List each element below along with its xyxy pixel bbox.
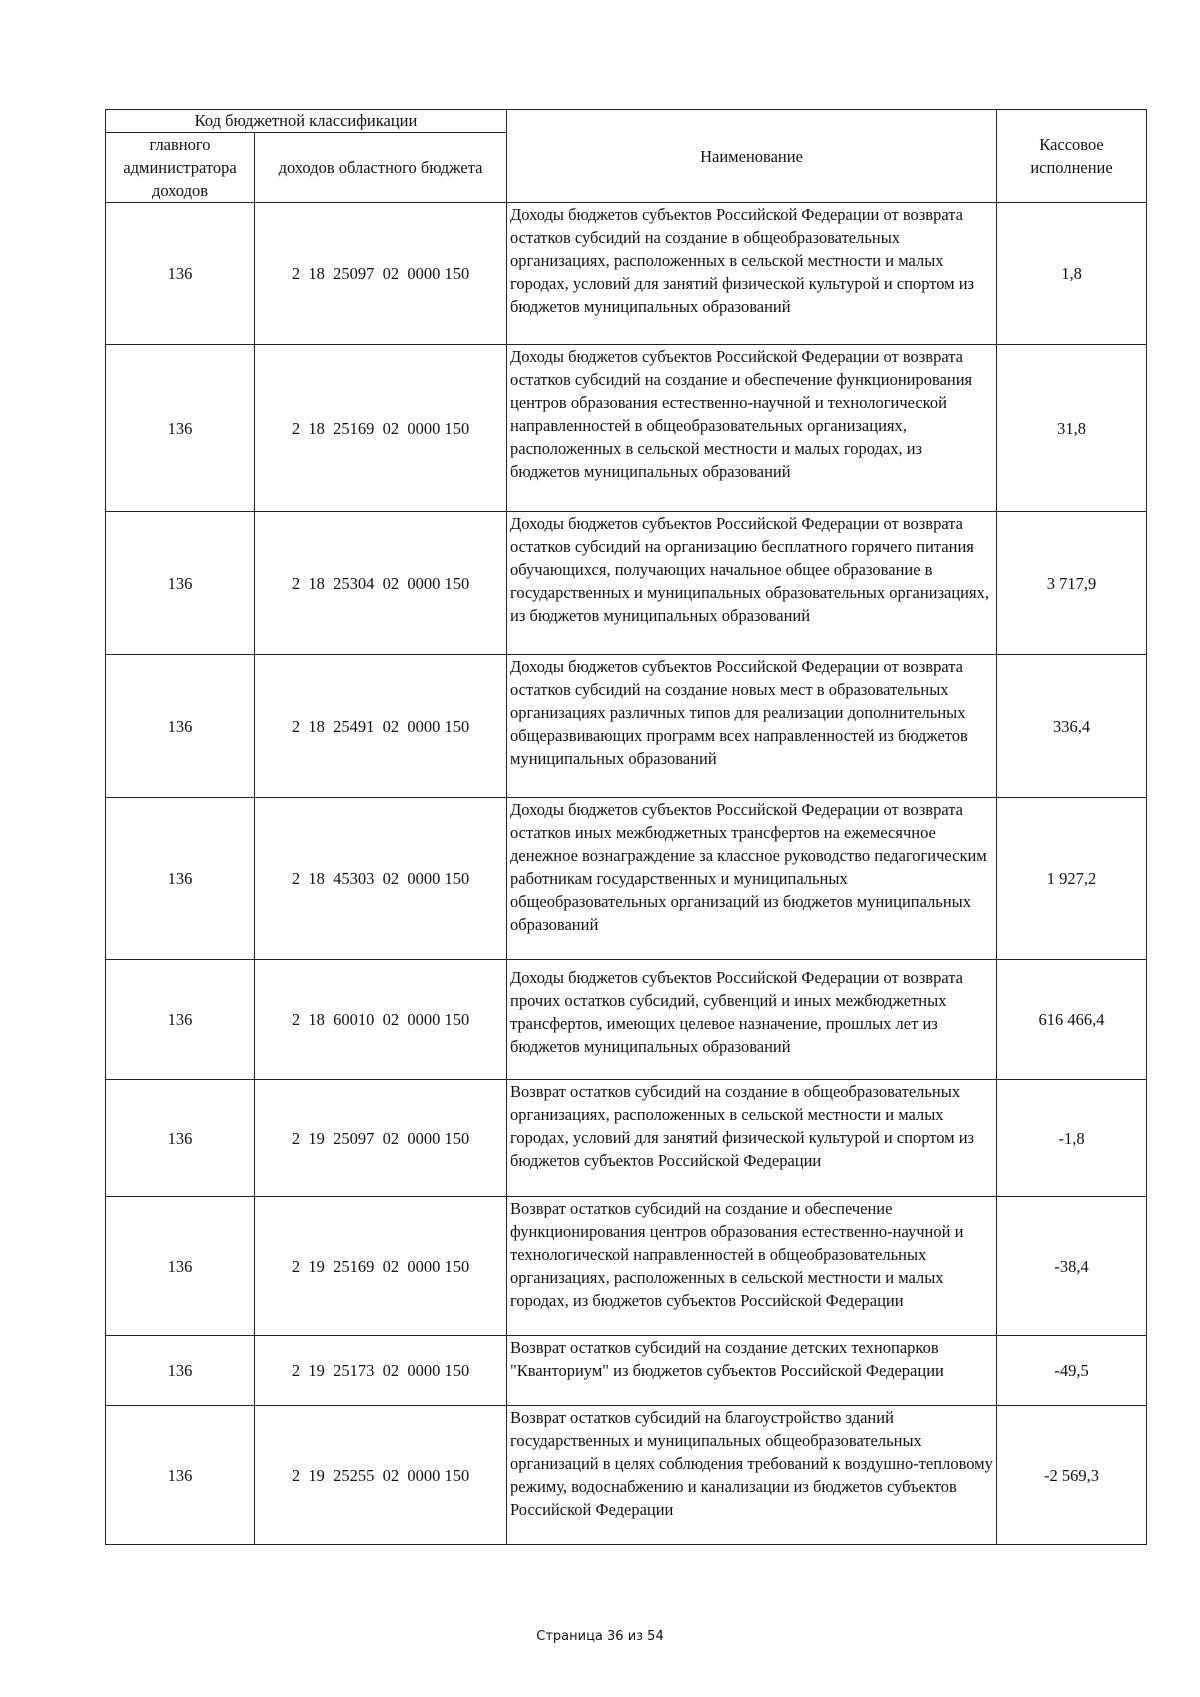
table-row	[106, 960, 1147, 1080]
page-number: Страница 36 из 54	[536, 1629, 664, 1644]
amount-cell: 3 717,9	[997, 512, 1147, 655]
name-cell: Возврат остатков субсидий на создание детских технопарков "Кванториум" из бюджетов субъектов Российской Федерации	[507, 1336, 997, 1406]
amount-cell: -2 569,3	[997, 1406, 1147, 1545]
admin-code-cell: 136	[106, 512, 255, 655]
table-row	[106, 1336, 1147, 1406]
amount-cell: 336,4	[997, 655, 1147, 798]
header-income-code: доходов областного бюджета	[255, 133, 507, 203]
admin-code-cell: 136	[106, 1336, 255, 1406]
admin-code-cell: 136	[106, 345, 255, 512]
amount-cell: -1,8	[997, 1080, 1147, 1197]
name-cell: Доходы бюджетов субъектов Российской Федерации от возврата остатков иных межбюджетных трансфертов на ежемесячное денежное вознаграждение за классное руководство педагогическим работникам государственных и муниципальных общеобразовательных организаций из бюджетов муниципальных образований	[507, 798, 997, 960]
income-code-cell: 2 19 25097 02 0000 150	[255, 1080, 507, 1197]
header-amount: Кассовое исполнение	[997, 110, 1147, 203]
amount-cell: 31,8	[997, 345, 1147, 512]
table-row	[106, 798, 1147, 960]
admin-code-cell: 136	[106, 960, 255, 1080]
name-cell: Возврат остатков субсидий на благоустройство зданий государственных и муниципальных общеобразовательных организаций в целях соблюдения требований к воздушно-тепловому режиму, водоснабжению и канализации из бюджетов субъектов Российской Федерации	[507, 1406, 997, 1545]
budget-table	[105, 109, 1147, 1545]
income-code-cell: 2 18 25169 02 0000 150	[255, 345, 507, 512]
table-row	[106, 655, 1147, 798]
name-cell: Доходы бюджетов субъектов Российской Федерации от возврата остатков субсидий на создание в общеобразовательных организациях, расположенных в сельской местности и малых городах, условий для занятий физической культурой и спортом из бюджетов муниципальных образований	[507, 203, 997, 345]
admin-code-cell: 136	[106, 1406, 255, 1545]
name-cell: Возврат остатков субсидий на создание и обеспечение функционирования центров образования естественно-научной и технологической направленностей в общеобразовательных организациях, расположенных в сельской местности и малых городах, из бюджетов субъектов Российской Федерации	[507, 1197, 997, 1336]
admin-code-cell: 136	[106, 798, 255, 960]
table-row	[106, 512, 1147, 655]
name-cell: Доходы бюджетов субъектов Российской Федерации от возврата остатков субсидий на создание новых мест в образовательных организациях различных типов для реализации дополнительных общеразвивающих программ всех направленностей из бюджетов муниципальных образований	[507, 655, 997, 798]
income-code-cell: 2 19 25169 02 0000 150	[255, 1197, 507, 1336]
admin-code-cell: 136	[106, 655, 255, 798]
income-code-cell: 2 18 60010 02 0000 150	[255, 960, 507, 1080]
amount-cell: 1 927,2	[997, 798, 1147, 960]
table-row	[106, 345, 1147, 512]
income-code-cell: 2 19 25173 02 0000 150	[255, 1336, 507, 1406]
income-code-cell: 2 19 25255 02 0000 150	[255, 1406, 507, 1545]
amount-cell: -49,5	[997, 1336, 1147, 1406]
amount-cell: -38,4	[997, 1197, 1147, 1336]
header-name: Наименование	[507, 110, 997, 203]
header-code-group: Код бюджетной классификации	[106, 110, 507, 133]
income-code-cell: 2 18 45303 02 0000 150	[255, 798, 507, 960]
admin-code-cell: 136	[106, 1197, 255, 1336]
amount-cell: 1,8	[997, 203, 1147, 345]
name-cell: Доходы бюджетов субъектов Российской Федерации от возврата остатков субсидий на создание и обеспечение функционирования центров образования естественно-научной и технологической направленностей в общеобразовательных организациях, расположенных в сельской местности и малых городах, из бюджетов муниципальных образований	[507, 345, 997, 512]
table-row	[106, 1406, 1147, 1545]
name-cell: Возврат остатков субсидий на создание в общеобразовательных организациях, расположенных в сельской местности и малых городах, условий для занятий физической культурой и спортом из бюджетов субъектов Российской Федерации	[507, 1080, 997, 1197]
admin-code-cell: 136	[106, 1080, 255, 1197]
income-code-cell: 2 18 25491 02 0000 150	[255, 655, 507, 798]
name-cell: Доходы бюджетов субъектов Российской Федерации от возврата прочих остатков субсидий, субвенций и иных межбюджетных трансфертов, имеющих целевое назначение, прошлых лет из бюджетов муниципальных образований	[507, 960, 997, 1080]
income-code-cell: 2 18 25304 02 0000 150	[255, 512, 507, 655]
table-row	[106, 1197, 1147, 1336]
amount-cell: 616 466,4	[997, 960, 1147, 1080]
admin-code-cell: 136	[106, 203, 255, 345]
header-admin: главного администратора доходов	[106, 133, 255, 203]
table-row	[106, 203, 1147, 345]
name-cell: Доходы бюджетов субъектов Российской Федерации от возврата остатков субсидий на организацию бесплатного горячего питания обучающихся, получающих начальное общее образование в государственных и муниципальных образовательных организациях, из бюджетов муниципальных образований	[507, 512, 997, 655]
income-code-cell: 2 18 25097 02 0000 150	[255, 203, 507, 345]
table-row	[106, 1080, 1147, 1197]
